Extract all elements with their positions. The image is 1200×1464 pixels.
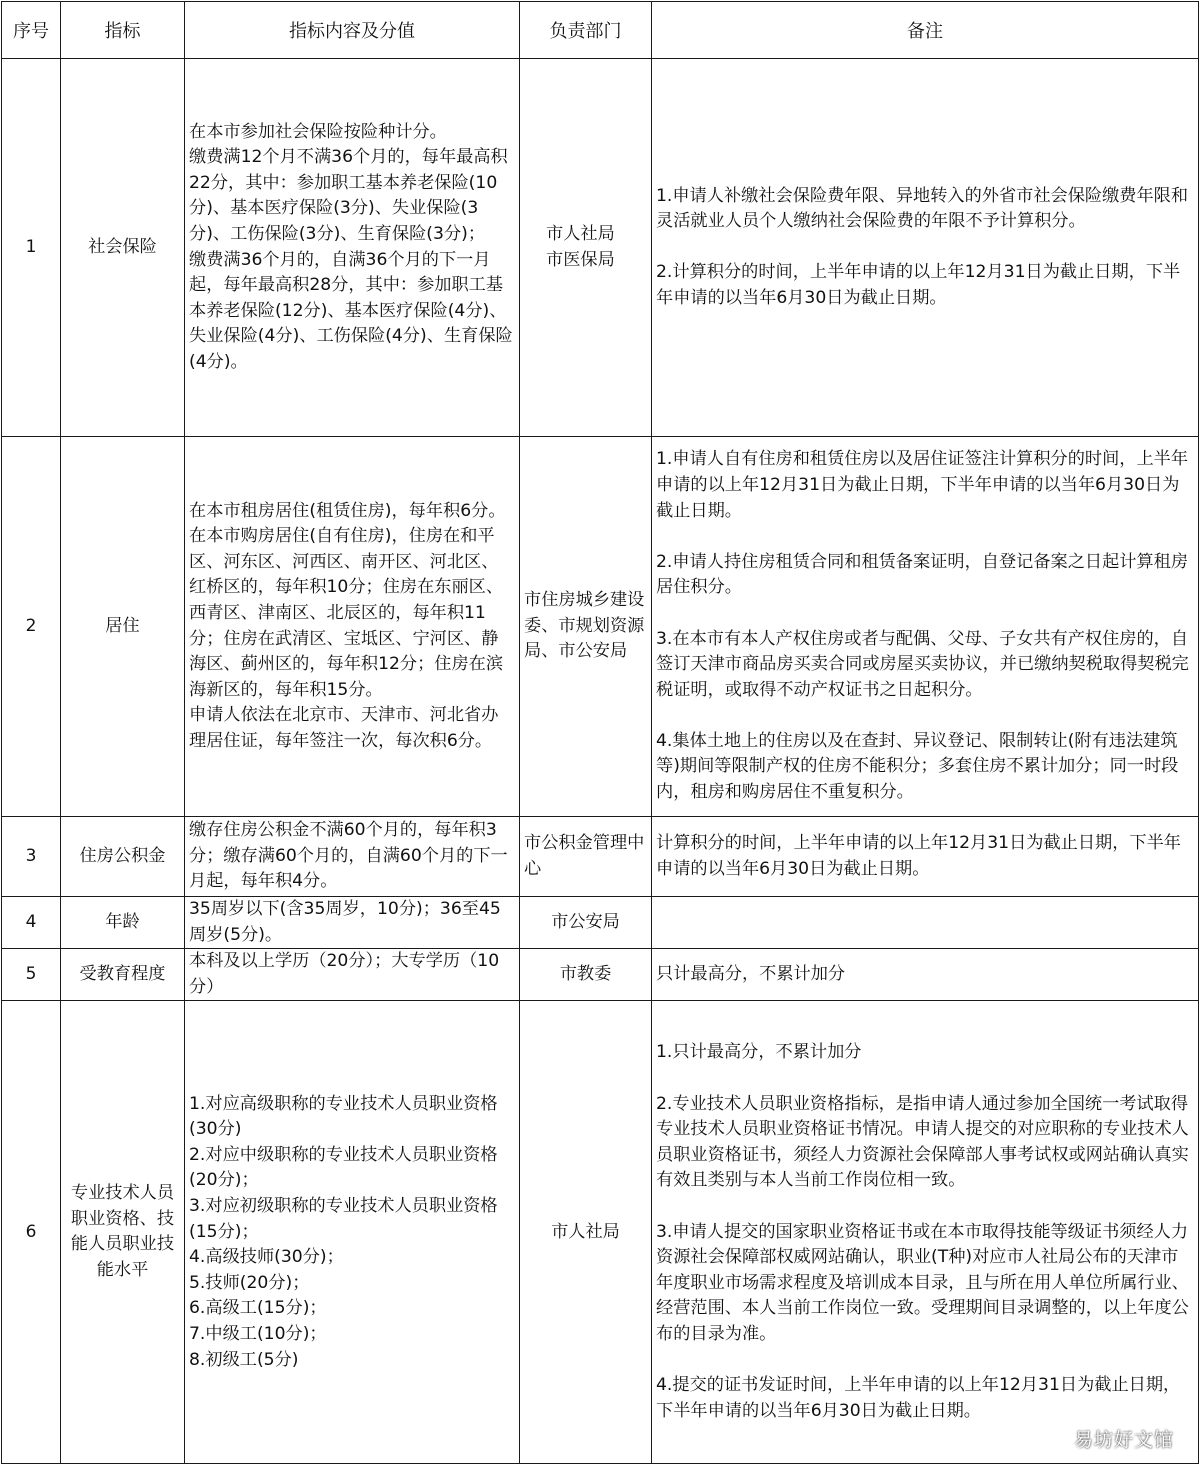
header-notes: 备注 (652, 2, 1199, 59)
note-line: 1.申请人补缴社会保险费年限、异地转入的外省市社会保险缴费年限和灵活就业人员个人缴纳社会保险费的年限不予计算积分。 (656, 185, 1189, 232)
note-line: 2.申请人持住房租赁合同和租赁备案证明，自登记备案之日起计算租房居住积分。 (656, 551, 1189, 598)
note-line: 2.专业技术人员职业资格指标，是指申请人通过参加全国统一考试取得专业技术人员职业资格证书情况。申请人提交的对应职称的专业技术人员职业资格证书，须经人力资源社会保障部人事考试权或网站确认真实有效且类别与本人当前工作岗位相一致。 (656, 1093, 1189, 1191)
indicator-text: 居住 (105, 615, 140, 636)
table-row (2, 59, 1199, 437)
row-content (185, 817, 520, 897)
note-line: 2.计算积分的时间，上半年申请的以上年12月31日为截止日期，下半年申请的以当年6月30日为截止日期。 (656, 262, 1181, 308)
indicator-text: 年龄 (105, 911, 140, 932)
content-line: 本科及以上学历（20分）；大专学历（10分） (189, 951, 500, 997)
content-line: 3.对应初级职称的专业技术人员职业资格(15分)； (189, 1195, 498, 1242)
dept-text: 市公安局 (551, 911, 620, 932)
row-indicator (61, 437, 185, 817)
row-content (185, 59, 520, 437)
content-line: 缴存住房公积金不满60个月的，每年积3分；缴存满60个月的，自满60个月的下一月起，每年积4分。 (189, 820, 508, 892)
row-content (185, 949, 520, 1001)
row-seq: 1 (2, 59, 61, 437)
row-indicator (61, 59, 185, 437)
row-indicator (61, 949, 185, 1001)
header-seq: 序号 (2, 2, 61, 59)
content-line: 在本市购房居住(自有住房)，住房在和平区、河东区、河西区、南开区、河北区、红桥区的，每年积10分；住房在东丽区、西青区、津南区、北辰区的，每年积11分；住房在武清区、宝坻区、宁河区、静海区、蓟州区的，每年积12分；住房在滨海新区的，每年积15分。 (189, 526, 504, 700)
content-line: 2.对应中级职称的专业技术人员职业资格(20分)； (189, 1144, 498, 1191)
row-seq: 3 (2, 817, 61, 897)
table-row (2, 817, 1199, 897)
watermark-text: 易坊好文馆 (1073, 1429, 1174, 1451)
row-indicator (61, 1001, 185, 1464)
row-dept (520, 59, 652, 437)
header-indicator: 指标 (61, 2, 185, 59)
row-notes (652, 949, 1199, 1001)
row-content (185, 1001, 520, 1464)
dept-text: 市教委 (559, 963, 612, 984)
content-line: 35周岁以下(含35周岁，10分)；36至45周岁(5分)。 (189, 899, 501, 945)
header-dept: 负责部门 (520, 2, 652, 59)
content-line: 申请人依法在北京市、天津市、河北省办理居住证，每年签注一次，每次积6分。 (189, 705, 499, 751)
content-line: 4.高级技师(30分)； (189, 1247, 344, 1268)
row-dept (520, 437, 652, 817)
content-line: 在本市参加社会保险按险种计分。 (189, 121, 447, 142)
row-notes (652, 897, 1199, 949)
row-indicator (61, 817, 185, 897)
content-line: 8.初级工(5分) (189, 1349, 299, 1370)
content-line: 缴费满12个月不满36个月的，每年最高积22分，其中：参加职工基本养老保险(10分)、基本医疗保险(3分)、失业保险(3分)、工伤保险(3分)、生育保险(3分)； (189, 147, 508, 244)
row-dept (520, 949, 652, 1001)
row-seq: 4 (2, 897, 61, 949)
header-content: 指标内容及分值 (185, 2, 520, 59)
indicator-text: 专业技术人员职业资格、技能人员职业技能水平 (70, 1183, 175, 1280)
row-notes (652, 59, 1199, 437)
content-line: 在本市租房居住(租赁住房)，每年积6分。 (189, 500, 506, 521)
row-notes (652, 437, 1199, 817)
row-seq: 2 (2, 437, 61, 817)
row-indicator (61, 897, 185, 949)
note-line: 3.在本市有本人产权住房或者与配偶、父母、子女共有产权住房的，自签订天津市商品房买卖合同或房屋买卖协议，并已缴纳契税取得契税完税证明，或取得不动产权证书之日起积分。 (656, 628, 1189, 700)
row-content (185, 897, 520, 949)
content-line: 6.高级工(15分)； (189, 1298, 327, 1319)
dept-text: 市住房城乡建设委、市规划资源局、市公安局 (524, 590, 645, 662)
row-notes (652, 1001, 1199, 1464)
row-seq: 5 (2, 949, 61, 1001)
table-row (2, 1001, 1199, 1464)
indicator-text: 社会保险 (88, 236, 157, 257)
content-line: 1.对应高级职称的专业技术人员职业资格(30分) (189, 1093, 498, 1140)
content-line: 5.技师(20分)； (189, 1272, 310, 1293)
note-line: 1.申请人自有住房和租赁住房以及居住证签注计算积分的时间，上半年申请的以上年12月31日为截止日期，下半年申请的以当年6月30日为截止日期。 (656, 449, 1189, 521)
note-line: 1.只计最高分，不累计加分 (656, 1042, 862, 1063)
table-row (2, 949, 1199, 1001)
note-line: 4.集体土地上的住房以及在查封、异议登记、限制转让(附有违法建筑等)期间等限制产权的住房不能积分；多套住房不累计加分；同一时段内，租房和购房居住不重复积分。 (656, 730, 1179, 803)
note-line: 计算积分的时间，上半年申请的以上年12月31日为截止日期，下半年申请的以当年6月30日为截止日期。 (656, 832, 1181, 879)
note-line: 只计最高分，不累计加分 (656, 963, 846, 984)
row-dept (520, 1001, 652, 1464)
content-line: 缴费满36个月的，自满36个月的下一月起，每年最高积28分，其中：参加职工基本养老保险(12分)、基本医疗保险(4分)、失业保险(4分)、工伤保险(4分)、生育保险(4分)。 (189, 249, 513, 372)
dept-text: 市人社局 (551, 1221, 620, 1242)
row-seq: 6 (2, 1001, 61, 1464)
indicator-text: 住房公积金 (79, 845, 166, 866)
row-dept (520, 897, 652, 949)
table-row (2, 897, 1199, 949)
header-row (2, 2, 1199, 59)
points-table (1, 1, 1199, 1464)
dept-text: 市人社局 市医保局 (546, 223, 615, 270)
content-line: 7.中级工(10分)； (189, 1323, 327, 1344)
dept-text: 市公积金管理中心 (524, 832, 645, 879)
row-notes (652, 817, 1199, 897)
row-content (185, 437, 520, 817)
table-row (2, 437, 1199, 817)
row-dept (520, 817, 652, 897)
note-line: 4.提交的证书发证时间，上半年申请的以上年12月31日为截止日期，下半年申请的以当年6月30日为截止日期。 (656, 1375, 1181, 1421)
indicator-text: 受教育程度 (79, 963, 166, 984)
note-line: 3.申请人提交的国家职业资格证书或在本市取得技能等级证书须经人力资源社会保障部权威网站确认，职业(T种)对应市人社局公布的天津市年度职业市场需求程度及培训成本目录，且与所在用人单位所属行业、经营范围、本人当前工作岗位一致。受理期间目录调整的，以上年度公布的目录为准。 (656, 1221, 1189, 1344)
